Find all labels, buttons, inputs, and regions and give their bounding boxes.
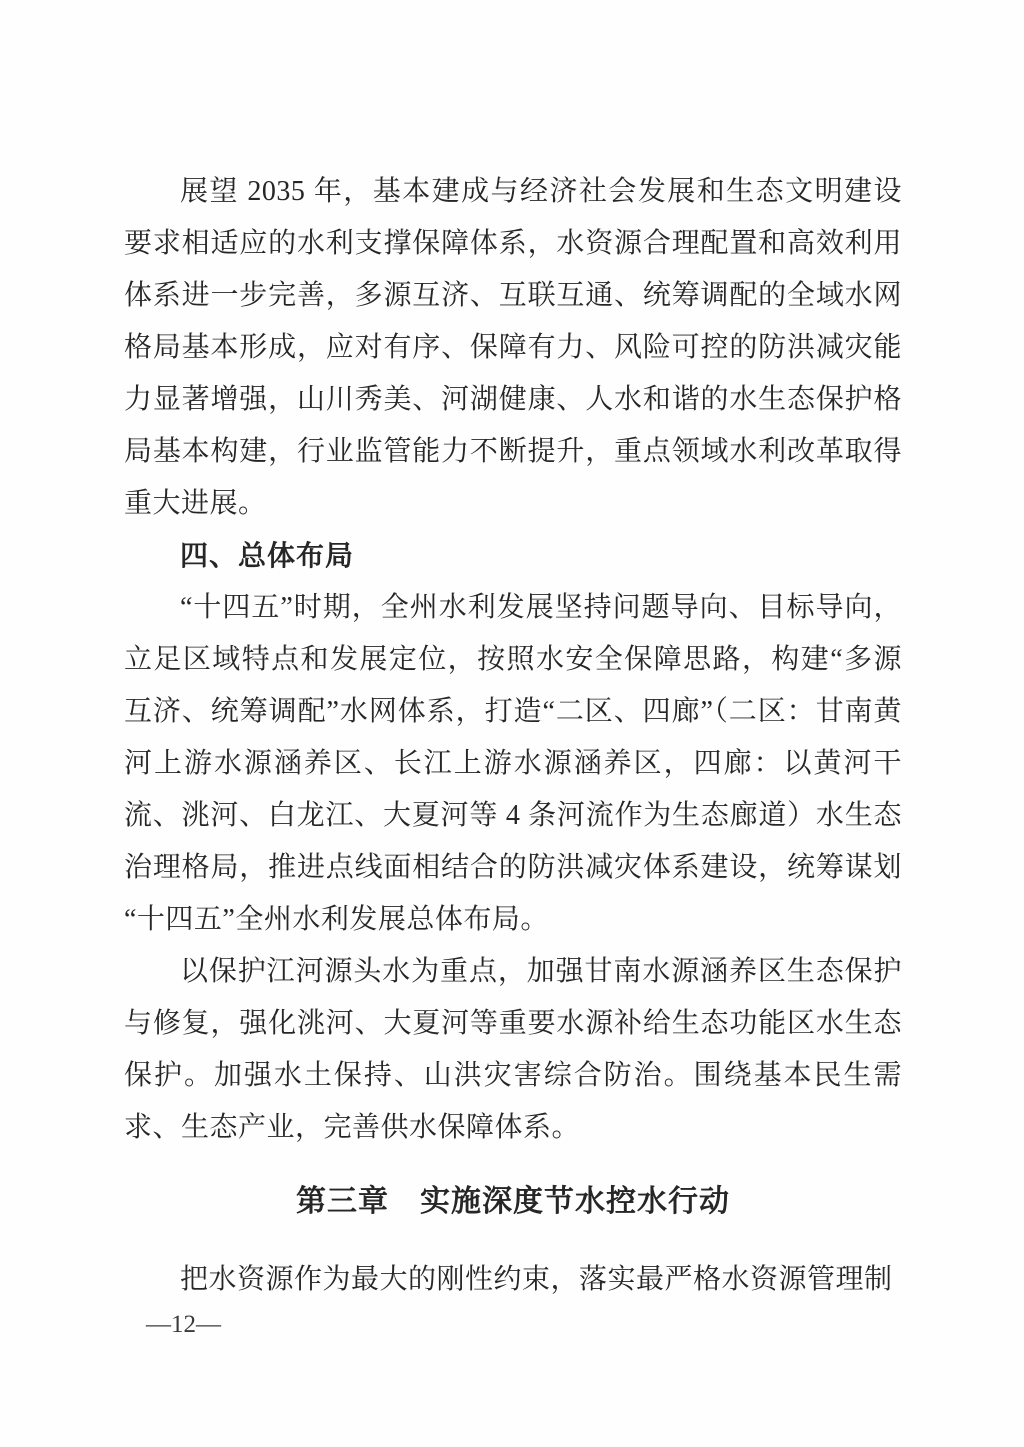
paragraph-water-resources-constraint: 把水资源作为最大的刚性约束，落实最严格水资源管理制 bbox=[180, 1264, 893, 1295]
paragraph-14th-five-year-layout: “十四五”时期，全州水利发展坚持问题导向、目标导向，立足区域特点和发展定位，按照水安全保障思路，构建“多源互济、统筹调配”水网体系，打造“二区、四廊”（二区：甘南黄河上游水源涵养区、长江上游水源涵养区，四廊：以黄河干流、洮河、白龙江、大夏河等 4 条河流作为生态廊道）水生态治理格局，推进点线面相结合的防洪减灾体系建设，统筹谋划“十四五”全州水利发展总体布局。 bbox=[124, 592, 902, 935]
paragraph-river-source-protection: 以保护江河源头水为重点，加强甘南水源涵养区生态保护与修复，强化洮河、大夏河等重要水源补给生态功能区水生态保护。加强水土保持、山洪灾害综合防治。围绕基本民生需求、生态产业，完善供水保障体系。 bbox=[124, 956, 902, 1143]
chapter-heading-water-saving-action: 第三章 实施深度节水控水行动 bbox=[296, 1185, 730, 1218]
section-heading-overall-layout: 四、总体布局 bbox=[180, 540, 355, 571]
document-body bbox=[124, 166, 902, 1306]
paragraph-outlook-2035: 展望 2035 年，基本建成与经济社会发展和生态文明建设要求相适应的水利支撑保障体系，水资源合理配置和高效利用体系进一步完善，多源互济、互联互通、统筹调配的全域水网格局基本形成，应对有序、保障有力、风险可控的防洪减灾能力显著增强，山川秀美、河湖健康、人水和谐的水生态保护格局基本构建，行业监管能力不断提升，重点领域水利改革取得重大进展。 bbox=[124, 176, 902, 519]
page-number: —12— bbox=[146, 1311, 221, 1338]
